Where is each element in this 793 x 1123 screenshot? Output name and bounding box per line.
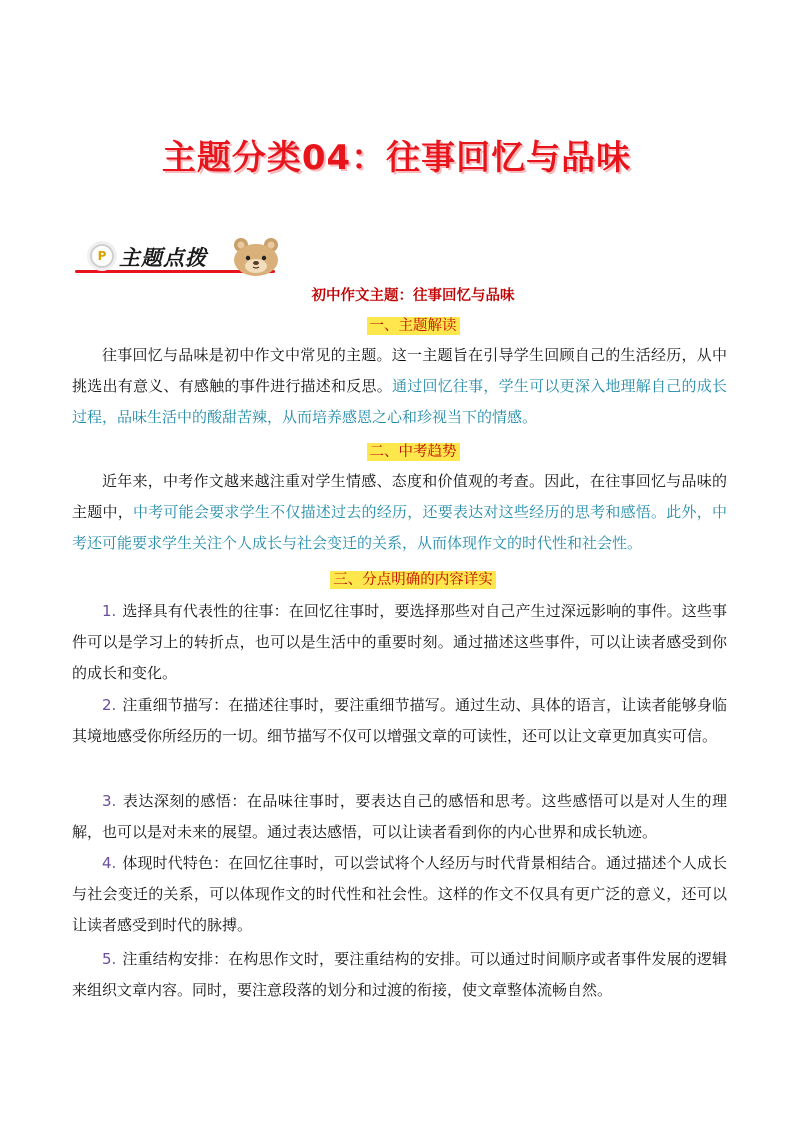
section-heading-1-label: 一、主题解读	[367, 317, 460, 335]
item-lead: 体现时代特色	[122, 854, 214, 872]
section-2-highlight: 中考可能会要求学生不仅描述过去的经历，还要表达对这些经历的思考和感悟。此外，中考还可能要求学生关注个人成长与社会变迁的关系，从而体现作文的时代性和社会性。	[72, 503, 727, 552]
item-number: 2.	[102, 696, 117, 714]
item-text: ：在构思作文时，要注重结构的安排。可以通过时间顺序或者事件发展的逻辑来组织文章内容。同时，要注意段落的划分和过渡的衔接，使文章整体流畅自然。	[72, 950, 727, 999]
section-heading-2-label: 二、中考趋势	[367, 443, 460, 461]
item-text: ：在回忆往事时，要选择那些对自己产生过深远影响的事件。这些事件可以是学习上的转折点，也可以是生活中的重要时刻。通过描述这些事件，可以让读者感受到你的成长和变化。	[72, 602, 727, 682]
item-number: 1.	[102, 602, 117, 620]
section-2-paragraph	[72, 466, 727, 559]
topic-banner	[75, 236, 290, 278]
essay-subtitle: 初中作文主题：往事回忆与品味	[311, 288, 515, 304]
section-1-paragraph	[72, 340, 727, 433]
item-number: 5.	[102, 950, 117, 968]
list-item	[72, 596, 727, 689]
list-item	[72, 786, 727, 848]
item-number: 3.	[102, 792, 117, 810]
section-heading-3	[0, 568, 793, 589]
list-item	[72, 944, 727, 1006]
page-title: 主题分类04：往事回忆与品味	[161, 138, 632, 178]
item-text: ：在描述往事时，要注重细节描写。通过生动、具体的语言，让读者能够身临其境地感受你所经历的一切。细节描写不仅可以增强文章的可读性，还可以让文章更加真实可信。	[72, 696, 727, 745]
section-heading-2	[0, 440, 793, 461]
section-heading-3-label: 三、分点明确的内容详实	[330, 571, 496, 589]
item-text: ：在品味往事时，要表达自己的感悟和思考。这些感悟可以是对人生的理解，也可以是对未来的展望。通过表达感悟，可以让读者看到你的内心世界和成长轨迹。	[72, 792, 727, 841]
banner-label: 主题点拨	[119, 246, 207, 270]
list-item	[72, 848, 727, 941]
p-badge-icon: P	[90, 244, 114, 268]
list-item	[72, 690, 727, 752]
item-lead: 选择具有代表性的往事	[122, 602, 274, 620]
section-heading-1	[0, 314, 793, 335]
section-1-highlight: 通过回忆往事，学生可以更深入地理解自己的成长过程，品味生活中的酸甜苦辣，从而培养感恩之心和珍视当下的情感。	[72, 377, 727, 426]
section-1-text: 往事回忆与品味是初中作文中常见的主题。这一主题旨在引导学生回顾自己的生活经历，从中挑选出有意义、有感触的事件进行描述和反思。	[72, 346, 727, 395]
section-2-text: 近年来，中考作文越来越注重对学生情感、态度和价值观的考查。因此，在往事回忆与品味的主题中，	[72, 472, 727, 521]
item-lead: 注重细节描写	[122, 696, 214, 714]
bear-mascot-icon	[229, 236, 285, 276]
item-number: 4.	[102, 854, 117, 872]
item-lead: 注重结构安排	[122, 950, 214, 968]
item-lead: 表达深刻的感悟	[122, 792, 232, 810]
item-text: ：在回忆往事时，可以尝试将个人经历与时代背景相结合。通过描述个人成长与社会变迁的关系，可以体现作文的时代性和社会性。这样的作文不仅具有更广泛的意义，还可以让读者感受到时代的脉搏。	[72, 854, 727, 934]
